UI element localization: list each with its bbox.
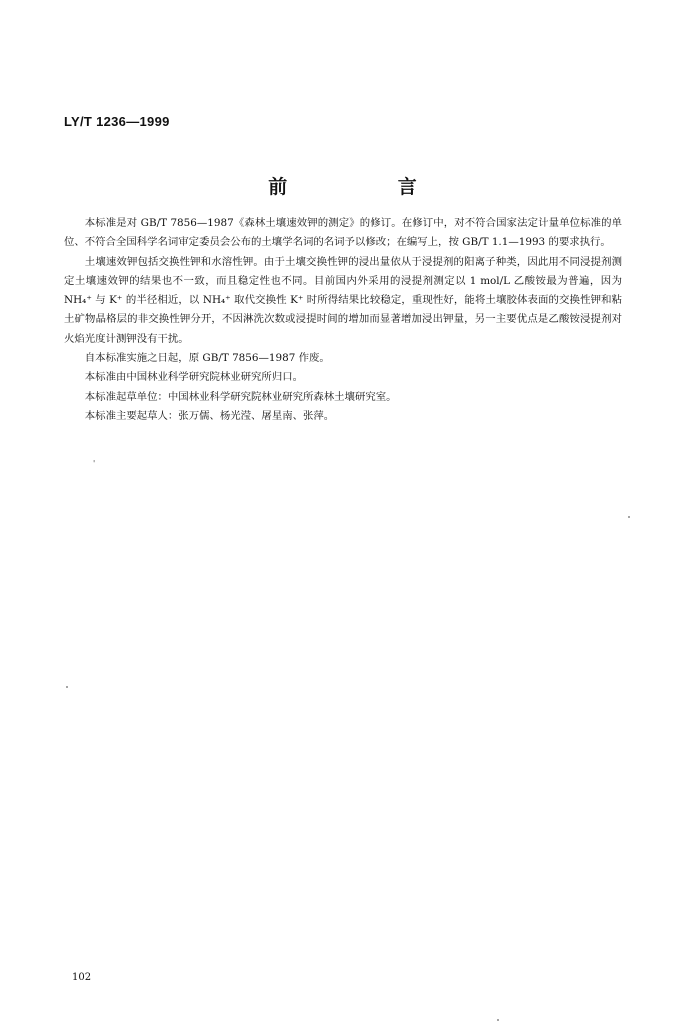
paragraph-drafting-unit: 本标准起草单位：中国林业科学研究院林业研究所森林土壤研究室。 bbox=[84, 390, 397, 403]
scan-speck bbox=[66, 686, 68, 688]
scan-speck bbox=[628, 516, 630, 518]
page-number: 102 bbox=[72, 972, 92, 983]
standard-code: LY/T 1236—1999 bbox=[64, 114, 170, 129]
page-title: 前 言 bbox=[268, 176, 469, 198]
paragraph-responsible-unit: 本标准由中国林业科学研究院林业研究所归口。 bbox=[84, 371, 303, 384]
paragraph-revision: 本标准是对 GB/T 7856—1987《森林土壤速效钾的测定》的修订。在修订中，对不符合国家法定计量单位标准的单位、不符合全国科学名词审定委员会公布的土壤学名词的名词予以修改；在编写上，按 GB/T 1.1—1993 的要求执行。 bbox=[64, 217, 622, 249]
paragraph-method: 土壤速效钾包括交换性钾和水溶性钾。由于土壤交换性钾的浸出量依从于浸提剂的阳离子种类，因此用不同浸提剂测定土壤速效钾的结果也不一致，而且稳定性也不同。目前国内外采用的浸提剂测定以 1 mol/L 乙酸铵最为普遍，因为 NH₄⁺ 与 K⁺ 的半径相近，以 NH₄⁺ 取代交换性 K⁺ 时所得结果比较稳定，重现性好，能将土壤胶体表面的交换性钾和粘土矿物晶格层的非交换性钾分开，不因淋洗次数或浸提时间的增加而显著增加浸出钾量，另一主要优点是乙酸铵浸提剂对火焰光度计测钾没有干扰。 bbox=[64, 255, 622, 345]
paragraph-drafters: 本标准主要起草人：张万儒、杨光滢、屠星南、张萍。 bbox=[84, 409, 335, 422]
foreword-body bbox=[64, 214, 622, 426]
stray-mark: ' bbox=[93, 459, 96, 468]
scan-speck bbox=[497, 1019, 499, 1021]
paragraph-supersedes: 自本标准实施之日起，原 GB/T 7856—1987 作废。 bbox=[84, 352, 330, 365]
